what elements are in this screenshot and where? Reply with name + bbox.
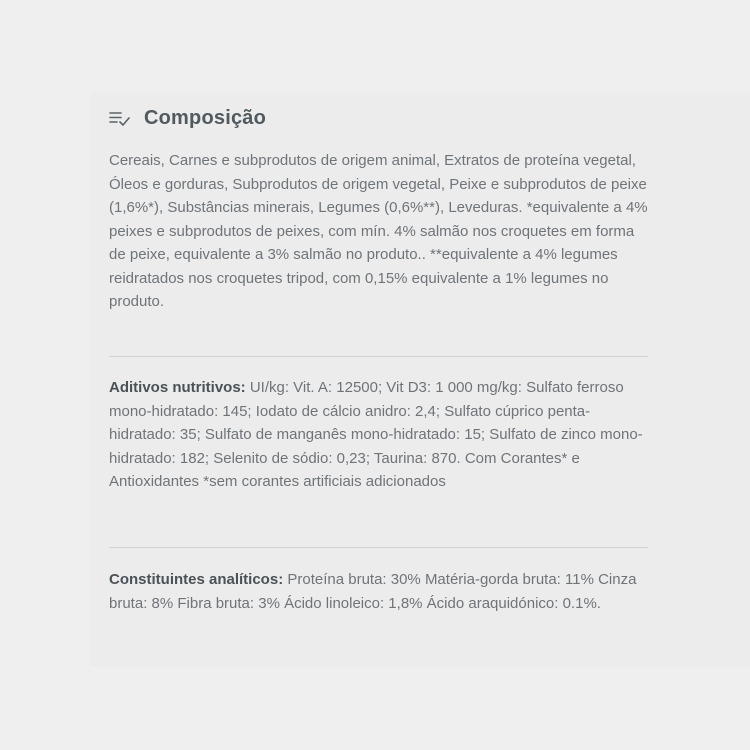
divider [109, 356, 648, 357]
analytical-label: Constituintes analíticos: [109, 571, 284, 588]
checklist-icon [109, 110, 131, 128]
additives-section [109, 376, 648, 494]
page-title: Composição [144, 107, 267, 129]
analytical-section [109, 568, 648, 615]
analytical-text: Proteína bruta: 30% Matéria-gorda bruta: 11% Cinza bruta: 8% Fibra bruta: 3% Ácido linoleico: 1,8% Ácido araquidónico: 0.1%. [109, 571, 637, 612]
divider [109, 547, 648, 548]
composition-text: Cereais, Carnes e subprodutos de origem animal, Extratos de proteína vegetal, Óleos e gorduras, Subprodutos de origem vegetal, Peixe e subprodutos de peixe (1,6%*), Substâncias minerais, Legumes (0,6%**), Leveduras. *equivalente a 4% peixes e subprodutos de peixes, com mín. 4% salmão nos croquetes em forma de peixe, equivalente a 3% salmão no produto.. **equivalente a 4% legumes reidratados nos croquetes tripod, com 0,15% equivalente a 1% legumes no produto. [109, 152, 648, 310]
section-header [109, 107, 266, 130]
additives-text: UI/kg: Vit. A: 12500; Vit D3: 1 000 mg/kg: Sulfato ferroso mono-hidratado: 145; Iodato de cálcio anidro: 2,4; Sulfato cúprico penta-hidratado: 35; Sulfato de manganês mono-hidratado: 15; Sulfato de zinco mono-hidratado: 182; Selenito de sódio: 0,23; Taurina: 870. Com Corantes* e Antioxidantes *sem corantes artificiais adicionados [109, 379, 643, 490]
additives-label: Aditivos nutritivos: [109, 379, 246, 396]
